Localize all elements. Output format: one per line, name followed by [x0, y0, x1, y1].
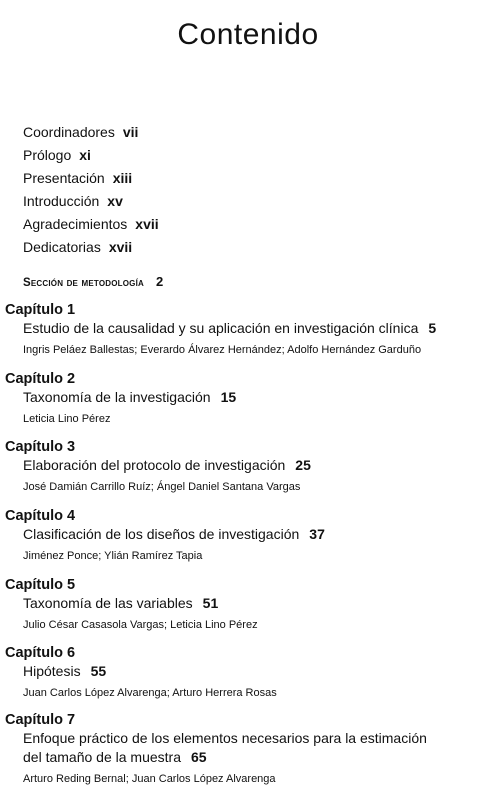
chapter-title-text: Taxonomía de la investigación	[23, 389, 211, 405]
chapter-entry-7	[5, 711, 491, 787]
chapter-label: Capítulo 1	[5, 302, 76, 318]
chapter-label: Capítulo 6	[5, 645, 76, 661]
chapter-title-text: Taxonomía de las variables	[23, 595, 193, 611]
page-number: xi	[79, 147, 91, 163]
chapter-authors: Jiménez Ponce; Ylián Ramírez Tapia	[23, 550, 203, 562]
chapter-title-continued	[23, 748, 491, 767]
chapter-entry-1	[5, 301, 491, 358]
chapter-title	[23, 319, 491, 338]
list-item	[23, 236, 159, 259]
entry-label: Coordinadores	[23, 124, 115, 140]
chapter-entry-4	[5, 507, 491, 564]
chapter-title-text: del tamaño de la muestra	[23, 749, 181, 765]
chapter-title-text: Enfoque práctico de los elementos necesarios para la estimación	[23, 730, 427, 746]
page-title: Contenido	[177, 18, 319, 51]
chapter-label: Capítulo 3	[5, 439, 76, 455]
page-number: 37	[309, 526, 325, 542]
chapter-entry-5	[5, 576, 491, 633]
chapter-authors: Juan Carlos López Alvarenga; Arturo Herrera Rosas	[23, 687, 277, 699]
entry-label: Prólogo	[23, 147, 72, 163]
chapter-title-text: Estudio de la causalidad y su aplicación en investigación clínica	[23, 320, 419, 336]
chapter-title	[23, 729, 491, 748]
chapter-label: Capítulo 2	[5, 371, 76, 387]
chapter-title	[23, 594, 491, 613]
chapter-title	[23, 525, 491, 544]
entry-label: Introducción	[23, 193, 100, 209]
entry-label: Agradecimientos	[23, 216, 128, 232]
entry-label: Dedicatorias	[23, 239, 101, 255]
list-item	[23, 167, 159, 190]
chapter-title-text: Elaboración del protocolo de investigación	[23, 457, 286, 473]
chapter-label: Capítulo 7	[5, 712, 76, 728]
list-item	[23, 121, 159, 144]
chapter-title	[23, 388, 491, 407]
section-heading	[23, 274, 163, 289]
entry-label: Presentación	[23, 170, 105, 186]
page-number: xiii	[112, 170, 133, 186]
page-number: 51	[202, 595, 219, 611]
page-number: 5	[428, 320, 437, 336]
chapter-label: Capítulo 4	[5, 508, 76, 524]
chapter-authors: Ingris Peláez Ballestas; Everardo Álvarez Hernández; Adolfo Hernández Garduño	[23, 344, 422, 356]
list-item	[23, 213, 159, 236]
page-number: 65	[190, 749, 207, 765]
chapter-title	[23, 456, 491, 475]
chapter-entry-2	[5, 370, 491, 427]
chapter-title-text: Hipótesis	[23, 663, 81, 679]
front-matter-list	[23, 121, 159, 259]
page-number: 2	[155, 274, 164, 289]
page-number: 15	[220, 389, 237, 405]
chapter-entry-3	[5, 438, 491, 495]
chapter-authors: José Damián Carrillo Ruíz; Ángel Daniel Santana Vargas	[23, 481, 301, 493]
page-number: vii	[122, 124, 139, 140]
chapter-authors: Julio César Casasola Vargas; Leticia Lino Pérez	[23, 619, 258, 631]
page-number: xv	[107, 193, 123, 209]
section-label: Sección de metodología	[23, 277, 144, 289]
page-number: 55	[90, 663, 107, 679]
chapter-entry-6	[5, 644, 491, 701]
page-number: 25	[295, 457, 311, 473]
chapter-title	[23, 662, 491, 681]
list-item	[23, 190, 159, 213]
chapter-authors: Arturo Reding Bernal; Juan Carlos López Alvarenga	[23, 773, 276, 785]
chapter-title-text: Clasificación de los diseños de investigación	[23, 526, 300, 542]
chapter-authors: Leticia Lino Pérez	[23, 413, 111, 425]
chapter-label: Capítulo 5	[5, 577, 76, 593]
page-number: xvii	[135, 216, 159, 232]
list-item	[23, 144, 159, 167]
page-number: xvii	[108, 239, 133, 255]
